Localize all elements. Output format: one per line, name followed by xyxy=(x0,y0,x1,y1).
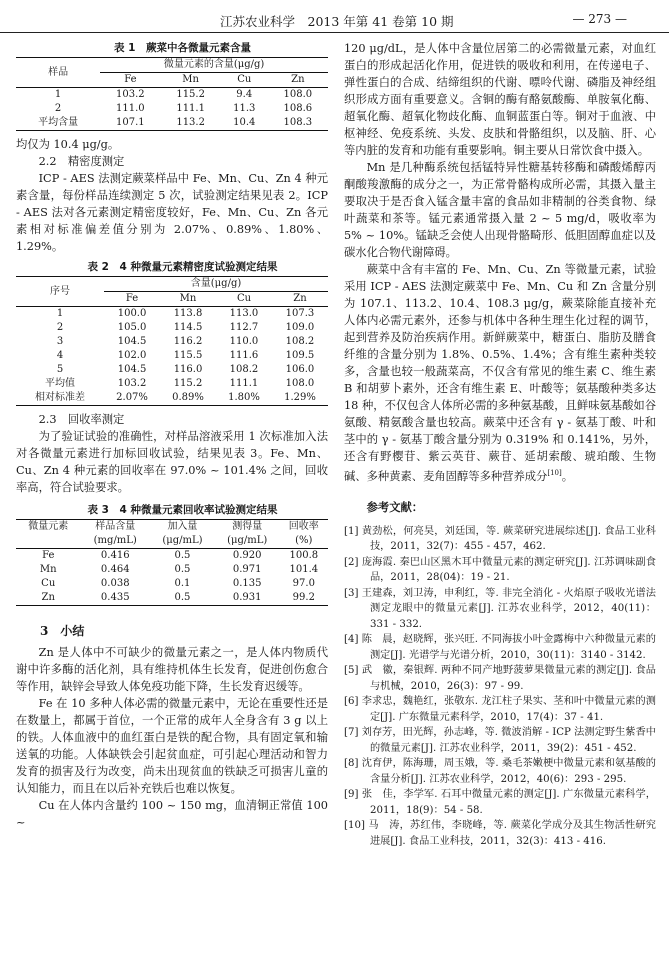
table-cell: 0.5 xyxy=(174,550,191,561)
table-cell: 112.7 xyxy=(229,322,259,333)
table-3-col-recovery: 回收率 xyxy=(280,520,328,535)
table-cell: 103.2 xyxy=(116,89,145,100)
section-heading-3: 3 小结 xyxy=(40,624,85,638)
reference-item: [2] 庞海霞. 秦巴山区黑木耳中微量元素的测定研究[J]. 江苏调味副食品，2011，28(04)：19 - 21. xyxy=(344,556,656,584)
reference-item: [10] 马 涛，苏红伟，李晓峰，等. 蕨菜化学成分及其生物活性研究进展[J]. 食品工业科技，2011，32(3)：413 - 416. xyxy=(344,820,656,847)
table-cell: 115.2 xyxy=(176,89,205,100)
reference-item: [4] 陈 晨，赵晓辉，张兴旺. 不同海拔小叶金露梅中六种微量元素的测定[J]. 光谱学与光谱分析，2010，30(11)：3140 - 3142. xyxy=(344,634,656,661)
table-row xyxy=(16,377,328,391)
table-2-row-header: 序号 xyxy=(16,277,104,307)
paragraph: 为了验证试验的准确性，对样品溶液采用 1 次标准加入法对各微量元素进行加标回收试验，结果见表 3。Fe、Mn、Cu、Zn 4 种元素的回收率在 97.0% ~ 101.4% 之间，回收率高，符合试验要求。 xyxy=(16,430,328,494)
table-cell: Cu xyxy=(41,578,56,589)
table-cell: 108.3 xyxy=(268,116,328,131)
table-3-col-measured: 测得量 xyxy=(215,520,280,535)
reference-item: [6] 李求忠，魏艳红，张敬东. 龙江柱子果实、茎和叶中微量元素的测定[J]. 广东微量元素科学，2010，17(4)：37 - 41. xyxy=(344,696,656,723)
references-heading: 参考文献： xyxy=(366,499,424,514)
references-list xyxy=(344,524,656,850)
table-1-row-header: 样品 xyxy=(16,58,100,88)
table-cell: 0.971 xyxy=(232,564,262,575)
reference-item: [1] 黄劲松，何亮昊，刘廷国，等. 蕨菜研究进展综述[J]. 食品工业科技，2011，32(7)：455 - 457，462. xyxy=(344,525,656,553)
paragraph: ICP - AES 法测定蕨菜样品中 Fe、Mn、Cu、Zn 4 种元素含量，每份样品连续测定 5 次，试验测定结果见表 2。ICP - AES 法对各元素测定精密度较好，Fe、Mn、Cu、Zn 各元素相对标准偏差值分别为 2.07%、0.89%、1.80%、1.29%。 xyxy=(16,172,328,253)
table-cell: 11.3 xyxy=(233,103,256,114)
table-1 xyxy=(16,40,328,131)
table-cell: 相对标准差 xyxy=(16,391,104,406)
table-cell: 107.3 xyxy=(285,308,315,319)
table-cell: 104.5 xyxy=(117,336,147,347)
table-3-col-element: 微量元素 xyxy=(16,520,80,535)
table-cell: 100.8 xyxy=(289,550,319,561)
table-cell: 105.0 xyxy=(117,322,147,333)
left-column xyxy=(16,40,328,831)
table-row xyxy=(16,307,328,322)
table-cell: 97.0 xyxy=(292,578,315,589)
table-row xyxy=(16,391,328,406)
table-cell: 103.2 xyxy=(117,378,147,389)
table-cell: 116.0 xyxy=(173,364,203,375)
table-cell: Fe xyxy=(42,550,55,561)
paragraph: Cu 在人体内含量约 100 ~ 150 mg，血清铜正常值 100 ~ xyxy=(16,799,328,829)
table-cell: 2 xyxy=(54,103,62,114)
table-cell: 108.0 xyxy=(285,378,315,389)
paragraph: 均仅为 10.4 μg/g。 xyxy=(16,138,120,151)
table-row xyxy=(16,321,328,335)
table-cell: 111.6 xyxy=(229,350,259,361)
table-cell: 1 xyxy=(54,89,62,100)
table-1-col-mn: Mn xyxy=(161,73,221,88)
table-cell: 1.29% xyxy=(272,391,328,406)
table-3-col-added: 加入量 xyxy=(150,520,215,535)
table-row xyxy=(16,116,328,131)
table-3-caption: 表 3 4 种微量元素回收率试验测定结果 xyxy=(87,504,278,516)
paragraph: Fe 在 10 多种人体必需的微量元素中，无论在重要性还是在数量上，都属于首位，一个正常的成年人全身含有 3 g 以上的铁。人体血液中的血红蛋白是铁的配合物，具有固定氧和输送氧的功能。人体缺铁会引起贫血症，可引起心理活动和智力发育的损害及行为改变，尚未出现贫血的铁缺乏可损害儿童的认知能力，而且在以后补充铁后也难以恢复。 xyxy=(16,697,328,795)
table-2-col-zn: Zn xyxy=(272,292,328,307)
table-cell: 111.1 xyxy=(229,378,259,389)
table-cell: 101.4 xyxy=(289,564,319,575)
table-row xyxy=(16,88,328,103)
table-1-caption: 表 1 蕨菜中各微量元素含量 xyxy=(114,42,251,54)
table-cell: 平均值 xyxy=(45,378,76,389)
table-1-group-header: 微量元素的含量(μg/g) xyxy=(100,58,328,73)
table-cell: 2 xyxy=(56,322,64,333)
running-header xyxy=(0,10,669,33)
table-cell: 9.4 xyxy=(236,89,253,100)
table-cell: 10.4 xyxy=(221,116,268,131)
table-cell: 115.5 xyxy=(173,350,203,361)
table-2-col-mn: Mn xyxy=(160,292,216,307)
table-cell: 106.0 xyxy=(285,364,315,375)
table-cell: 3 xyxy=(56,336,64,347)
table-cell: 113.8 xyxy=(173,308,203,319)
table-cell: 102.0 xyxy=(117,350,147,361)
table-cell: 1.80% xyxy=(216,391,272,406)
table-2-col-cu: Cu xyxy=(216,292,272,307)
paragraph: Mn 是几种酶系统包括锰特异性糖基转移酶和磷酸烯醇丙酮酸羧激酶的成分之一，为正常骨骼构成所必需，其摄入量主要取决于是否食入锰含量丰富的食品如非精制的谷类食物、绿叶蔬菜和茶等。锰元素通常摄入量 2 ~ 5 mg/d，吸收率为 5% ~ 10%。锰缺乏会使人出现骨骼畸形、低胆固醇血症以及碳水化合物代谢障碍。 xyxy=(344,161,656,259)
table-row xyxy=(16,363,328,377)
table-3 xyxy=(16,502,328,606)
reference-item: [3] 王建森，刘卫涛，申利红，等. 非完全消化 - 火焰原子吸收光谱法测定龙眼中的微量元素[J]. 江苏农业科学，2012，40(11)：331 - 332. xyxy=(344,587,656,630)
table-1-col-cu: Cu xyxy=(221,73,268,88)
table-2 xyxy=(16,259,328,406)
table-row xyxy=(16,102,328,116)
table-3-unit: (mg/mL) xyxy=(80,534,150,549)
table-row xyxy=(16,549,328,564)
table-cell: 108.6 xyxy=(283,103,313,114)
section-heading-2-2: 2.2 精密度测定 xyxy=(38,155,125,168)
table-row xyxy=(16,577,328,591)
summary-end: 。 xyxy=(561,469,574,483)
table-cell: 116.2 xyxy=(173,336,203,347)
table-2-group-header: 含量(μg/g) xyxy=(104,277,328,292)
table-3-unit xyxy=(16,534,80,549)
table-cell: 0.931 xyxy=(215,591,280,606)
right-column xyxy=(344,40,656,849)
reference-item: [8] 沈育伊，陈海珊，周玉娥，等. 桑毛茶嫩梗中微量元素和氨基酸的含量分析[J]. 江苏农业科学，2012，40(6)：293 - 295. xyxy=(344,758,656,785)
table-cell: 0.416 xyxy=(100,550,130,561)
table-cell: 0.920 xyxy=(232,550,262,561)
table-row xyxy=(16,563,328,577)
table-cell: 0.464 xyxy=(100,564,130,575)
journal-title: 江苏农业科学 2013 年第 41 卷第 10 期 xyxy=(220,14,454,29)
table-cell: 0.5 xyxy=(150,591,215,606)
table-3-unit: (μg/mL) xyxy=(215,534,280,549)
paragraph xyxy=(344,261,656,485)
table-cell: 113.2 xyxy=(161,116,221,131)
table-cell: 110.0 xyxy=(229,336,259,347)
table-cell: 99.2 xyxy=(280,591,328,606)
table-cell: 0.135 xyxy=(232,578,262,589)
table-2-col-fe: Fe xyxy=(104,292,160,307)
table-row xyxy=(16,335,328,349)
table-1-col-fe: Fe xyxy=(100,73,160,88)
table-3-col-sample: 样品含量 xyxy=(80,520,150,535)
table-cell: 平均含量 xyxy=(16,116,100,131)
table-3-unit: (%) xyxy=(280,534,328,549)
page-number: — 273 — xyxy=(572,12,627,26)
table-cell: 0.89% xyxy=(160,391,216,406)
reference-item: [9] 张 佳，李学军. 石耳中微量元素的测定[J]. 广东微量元素科学，2011，18(9)：54 - 58. xyxy=(344,789,656,816)
table-cell: 104.5 xyxy=(117,364,147,375)
table-cell: 108.0 xyxy=(283,89,313,100)
table-2-caption: 表 2 4 种微量元素精密度试验测定结果 xyxy=(87,261,278,273)
table-cell: 113.0 xyxy=(229,308,259,319)
table-cell: 108.2 xyxy=(229,364,259,375)
table-cell: 108.2 xyxy=(285,336,315,347)
table-3-unit: (μg/mL) xyxy=(150,534,215,549)
paragraph: 120 μg/dL，是人体中含量位居第二的必需微量元素，对血红蛋白的形成起活化作用，促进铁的吸收和利用，在传递电子、弹性蛋白的合成、结缔组织的代谢、嘌呤代谢、磷脂及神经组织形成方面有重要意义。含铜的酶有酪氨酸酶、单胺氧化酶、超氧化酶、超氧化物歧化酶、血铜蓝蛋白等。铜对于血液、中枢神经、免疫系统、头发、皮肤和骨骼组织，以及脑、肝、心等内脏的发育和功能有重要影响。铜主要从日常饮食中摄入。 xyxy=(344,42,656,157)
table-cell: Zn xyxy=(16,591,80,606)
table-cell: 100.0 xyxy=(117,308,147,319)
table-row xyxy=(16,591,328,606)
paragraph: Zn 是人体中不可缺少的微量元素之一，是人体内物质代谢中许多酶的活化剂，具有维持机体生长发育，促进创伤愈合等作用，缺锌会导致人体免疫功能下降，生长发育迟缓等。 xyxy=(16,646,328,693)
section-heading-2-3: 2.3 回收率测定 xyxy=(38,413,125,426)
table-cell: 114.5 xyxy=(173,322,203,333)
summary-text: 蕨菜中含有丰富的 Fe、Mn、Cu、Zn 等微量元素，试验采用 ICP - AES 法测定蕨菜中 Fe、Mn、Cu 和 Zn 含量分别为 107.1、113.2、10.4、108.3 μg/g，蕨菜除能直接补充人体内必需元素外，还参与机体中各种生理生化过程的调节，起到营养及防治疾病作用。新鲜蕨菜中，糖蛋白、脂肪及膳食纤维的含量分别为 1.8%、0.5%、1.4%；含有维生素种类较多，含量也较一般蔬菜高，不仅含有常见的维生素 C、维生素 B 和胡萝卜素外，还含有维生素 E、叶酸等；氨基酸种类多达 18 种，不仅包含人体所必需的多种氨基酸，且鲜味氨基酸如谷氨酸、精氨酸含量也较高。蕨菜中还含有 γ - 氨基丁酸、叶和茎中的 γ - 氨基丁酸含量分别为 0.319% 和 0.141%，另外，还含有野樱苷、紫云英苷、蕨苷、延胡索酸、琥珀酸、生物碱、多种黄素、麦角固醇等多种营养成分 xyxy=(344,263,656,483)
table-cell: 1 xyxy=(56,308,64,319)
table-cell: 115.2 xyxy=(173,378,203,389)
table-cell: 5 xyxy=(56,364,64,375)
table-cell: 0.435 xyxy=(80,591,150,606)
table-1-col-zn: Zn xyxy=(268,73,328,88)
table-cell: 109.0 xyxy=(285,322,315,333)
table-cell: 109.5 xyxy=(285,350,315,361)
reference-item: [7] 刘存芳，田光辉，孙志峰，等. 微波消解 - ICP 法测定野生紫香中的微量元素[J]. 江苏农业科学，2011，39(2)：451 - 452. xyxy=(344,727,656,754)
table-cell: 2.07% xyxy=(104,391,160,406)
table-cell: 0.5 xyxy=(174,564,191,575)
table-row xyxy=(16,349,328,363)
table-cell: 111.1 xyxy=(176,103,205,114)
reference-item: [5] 武 徽，秦银辉. 两种不同产地野菠萝果微量元素的测定[J]. 食品与机械，2010，26(3)：97 - 99. xyxy=(344,665,656,692)
table-cell: 0.038 xyxy=(100,578,130,589)
table-cell: 0.1 xyxy=(174,578,191,589)
table-cell: Mn xyxy=(39,564,57,575)
table-cell: 4 xyxy=(56,350,64,361)
citation: [10] xyxy=(547,469,562,477)
table-cell: 111.0 xyxy=(116,103,145,114)
table-cell: 107.1 xyxy=(100,116,160,131)
